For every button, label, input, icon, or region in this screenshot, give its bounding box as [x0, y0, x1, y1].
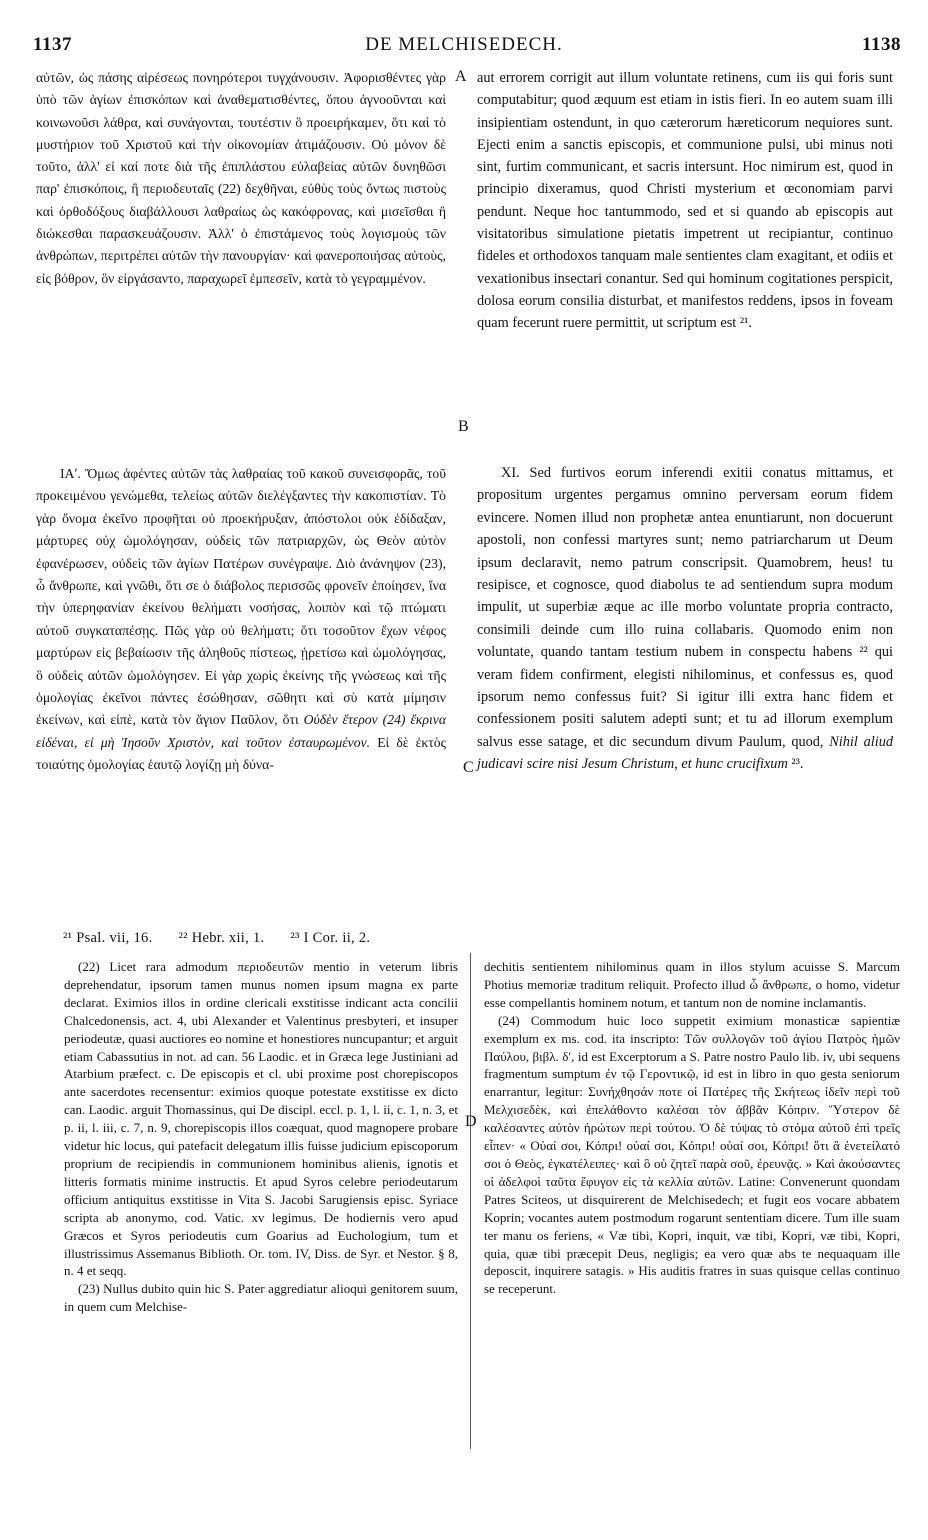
greek-scripture-quote: Οὐδὲν ἕτερον (24) ἔκρινα εἰδέναι, εἰ μὴ Ἰησοῦν Χριστὸν, καὶ τοῦτον ἐσταυρωμένον. [36, 712, 447, 750]
scripture-footnotes [63, 930, 463, 947]
running-title: DE MELCHISEDECH. [365, 34, 563, 55]
editor-notes-left [64, 958, 458, 1316]
note-24: (24) Commodum huic loco suppetit eximium monasticæ sapientiæ exemplum ex ms. cod. ita inscripto: Τῶν συλλογῶν τοῦ ἁγίου Πατρὸς ἡμῶν Παύλου, βιβλ. δʹ, id est Excerptorum a S. Patre nostro Paulo lib. iv, ubi sequens fragmentum sumptum ἐν τῷ Γεροντικῷ, id est in libro in quo gesta seniorum enarrantur, legitur: Συνήχθησάν ποτε οἱ Πατέρες τῆς Σκήτεως ἰδεῖν περὶ τοῦ Μελχισεδὲκ, καὶ ἐπελάθοντο καλέσαι τὸν ἀββᾶν Κόπριν. Ὕστερον δὲ καλέσαντες αὐτὸν ἠρώτων περὶ τούτου. Ὁ δὲ τύψας τὸ στόμα αὐτοῦ ἐπὶ τρεῖς εἶπεν· « Οὐαί σοι, Κόπρι! οὐαί σοι, Κόπρι! οὐαί σοι, Κόπρι! ὅτι ἃ ἐνετείλατό σοι ὁ Θεὸς, ἐγκατέλειπες· καὶ ὃ οὐ ζητεῖ παρὰ σοῦ, ἐρευνᾷς. » Καὶ ἀκούσαντες οἱ ἀδελφοὶ ταῦτα ἔφυγον εἰς τὰ κελλία αὐτῶν. Latine: Convenerunt quondam Patres Sciteos, ut disquirerent de Melchisedech; et fugit eos vocare abbatem Koprin; vocantes autem postmodum rogarunt sententiam dicere. Tum ille suam ter manu os feriens, « Væ tibi, Kopri, inquit, væ tibi, Kopri, væ tibi, Kopri, quia, quæ tibi præcepit Deus, negligis; ea vero quæ abs te nequaquam ille deposcit, inquirere satagis. » His auditis fratres in suas quisque cellas continuo se receperunt. [484, 1012, 900, 1297]
latin-section-xi [477, 462, 893, 776]
footnote-ref: ²² Hebr. xii, 1. [178, 930, 265, 946]
latin-paragraph-xi [477, 462, 893, 776]
greek-xi-text: ΙΑʹ. Ὅμως ἀφέντες αὐτῶν τὰς λαθραίας τοῦ κακοῦ συνεισφορᾶς, τοῦ προκειμένου γενώμεθα, τελείως αὐτῶν διελέγξαντες τὴν κακοπιστίαν. Τὸ γὰρ ὄνομα ἐκεῖνο προφῆται οὐ προεκήρυξαν, ἀπόστολοι οὐκ ἐδίδαξαν, μάρτυρες οὐχ ὡμολόγησαν, οὐδεὶς τῶν πατριαρχῶν, ὡς Θεὸν αὐτὸν ἐφανέρωσεν, οὐδεὶς τῶν ἁγίων Πατέρων συνέγραψε. Διὸ ἀνάνηψον (23), ὦ ἄνθρωπε, καὶ γνῶθι, ὅτι σε ὁ διάβολος περισσῶς φρονεῖν ἐποίησεν, ἵνα τὴν ὑπερηφανίαν ἐκείνου θελήματι νοσήσας, λοιπὸν καὶ τῷ πτώματι αὐτοῦ συγκαταπέσῃς. Πῶς γὰρ οὐ θελήματι; ὅτι τοσοῦτον ἔχων νέφος μαρτύρων εἰς βεβαίωσιν τῆς ἀληθοῦς πίστεως, ᾑρετίσω καὶ ὡμολόγησας, ὃ οὐδεὶς αὐτῶν ὡμολόγησεν. Εἰ γὰρ χωρὶς ἐκείνης τῆς γνώσεως καὶ τῆς ὁμολογίας ἐκεῖνοι πάντες ἐσώθησαν, σῶθητι καὶ σὺ κατὰ μίμησιν ἐκείνων, καὶ εἰπὲ, κατὰ τὸν ἅγιον Παῦλον, ὅτι [36, 466, 446, 728]
greek-paragraph: αὐτῶν, ὡς πάσης αἱρέσεως πονηρότεροι τυγχάνουσιν. Ἀφορισθέντες γὰρ ὑπὸ τῶν ἁγίων ἐπισκόπων καὶ ἀναθεματισθέντες, ὅπου ἀγνοοῦνται καὶ κοινωνοῦσι λάθρα, καὶ συνάγονται, τουτέστιν ὃ προειρήκαμεν, ὅτι καὶ τὸ μυστήριον τοῦ Χριστοῦ καὶ τὴν οἰκονομίαν ἀτιμάζουσιν. Οὐ μόνον δὲ τοῦτο, ἀλλ' εἰ καί ποτε διὰ τῆς ἐπιπλάστου εὐλαβείας αὐτῶν δυνηθῶσι παρ' ἐπισκόποις, ἢ περιοδευταῖς (22) δεχθῆναι, εὐθὺς τοὺς ὄντως πιστοὺς καὶ ὀρθοδόξους διαβάλλουσι λαθραίως ὡς κακόφρονας, καὶ μισεῖσθαι ἢ διώκεσθαι παρασκευάζουσιν. Ἀλλ' ὁ ἐπιστάμενος τοὺς λογισμοὺς τῶν ἀνθρώπων, περιτρέπει αὐτῶν τὴν πανουργίαν· καὶ φανεροποιήσας αὐτοὺς, εἰς βόθρον, ὃν εἰργάσαντο, παραχωρεῖ ἐμπεσεῖν, κατὰ τὸ γεγραμμένον. [36, 70, 446, 286]
footnote-ref: ²³ I Cor. ii, 2. [290, 930, 371, 946]
margin-letter-c: C [463, 759, 474, 776]
note-23: (23) Nullus dubito quin hic S. Pater aggrediatur alioqui genitorem suum, in quem cum Melchise- [64, 1281, 458, 1315]
latin-scripture-quote: Nihil aliud judicavi scire nisi Jesum Christum, et hunc crucifixum [477, 733, 893, 773]
greek-text-column [36, 67, 446, 290]
latin-footnote-marker: ²³. [787, 756, 804, 773]
margin-letter-b: B [458, 418, 469, 435]
greek-paragraph-xi [36, 463, 446, 777]
notes-column-divider [470, 953, 471, 1449]
greek-xi-continuation: Εἰ δὲ ἐκτὸς τοιαύτης ὁμολογίας ἑαυτῷ λογίζῃ μὴ δύνα- [36, 734, 447, 773]
greek-section-xi [36, 463, 446, 777]
column-number-left: 1137 [33, 34, 72, 55]
margin-letter-d: D [465, 1113, 477, 1130]
latin-xi-text: XI. Sed furtivos eorum inferendi exitii conatus mittamus, et propositum urgentes pergamus omnino perversam eorum fidem evincere. Nomen illud non prophetæ antea enuntiarunt, non docuerunt apostoli, non confessi martyres sunt; nemo patriarcharum ut Deum ipsum declaravit, nemo patrum conscripsit. Quamobrem, heus! tu resipisce, et cognosce, quod diabolus te ad sentiendum supra modum impulit, ut superbiæ æque ac ille morbo voluntate propria contracto, consimili deinde cum illo ruina collabaris. Quomodo enim non voluntate, quando tantam testium nubem in conspectu habens ²² qui veram fidem confirment, elegisti nihilominus, et confessus es, quod ipsorum nemo confessus fuit? Si igitur illi extra hanc fidem et confessionem positi salutem adepti sunt; et tu ad illorum exemplum salvus esse satage, et dic secundum divum Paulum, quod, [477, 465, 893, 750]
note-22: (22) Licet rara admodum περιοδευτῶν mentio in veterum libris deprehendatur, ipsorum tamen munus nomen ipsum magna ex parte declarat. Eximios illos in ordine clericali exstitisse indicant acta concilii Chalcedonensis, act. 4, ubi Alexander et Valentinus presbyteri, et insuper periodeutæ, quasi auctiores eo nomine et honestiores nuncupantur; et arguit etiam Cabassutius in not. ad can. 56 Laodic. et in Græca lege Justiniani ad Atarbium præfect. c. De episcopis et cl. ubi proxime post chorepiscopos ante sacerdotes recensentur: eximios quoque potestate exstitisse ex dicto can. Laodic. arguit Thomassinus, qui De discipl. eccl. p. 1, l. ii, c. 1, n. 3, et p. ii, l. iii, c. 7, n. 9, chorepiscopis illos coæquat, quod magnopere probare videtur hic locus, qui patefacit delegatum illis fuisse judicium episcoporum proprium de recipiendis in communionem hominibus alienis, ignotis et litteris formatis minime instructis. Et apud Syros celebre periodeutarum officium antiquitus exstitisse in Vita S. Jacobi Sarugiensis episc. Syriace scripta ab anonymo, cod. Vatic. xv legimus. De hodiernis vero apud Græcos et Syros periodeutis cum Goarius ad Euchologium, tum et illustrissimus Assemanus Biblioth. Or. tom. IV, Diss. de Syr. et Nestor. § 8, n. 4 et seqq. [64, 959, 458, 1279]
latin-paragraph: aut errorem corrigit aut illum voluntate retinens, cum iis qui foris sunt computabitur; quod æquum est etiam in istis fieri. In eo autem suam illi insipientiam ostendunt, in quo cæterorum hæreticorum nequiores sunt. Ejecti enim a sanctis episcopis, et communione pulsi, ubi minus noti sint, furtim communicant, et sacris intersunt. Hoc nimirum est, quod in principio dixeramus, quod Christi mysterium et œconomiam parvi pendunt. Neque hoc tantummodo, sed et si quando ab episcopis aut visitatoribus simulatione pietatis impetrent ut recipiantur, continuo fideles et orthodoxos tanquam male sentientes clam exagitant, et odiis et vexationibus insectari conantur. Sed qui hominum cogitationes perspicit, dolosa eorum consilia disturbat, et manifestos reddens, ipsos in foveam quam fecerunt ruere permittit, ut scriptum est ²¹. [477, 70, 893, 332]
latin-text-column [477, 67, 893, 335]
note-23-continued: dechitis sentientem nihilominus quam in illos stylum acuisse S. Marcum Photius memoriæ traditum reliquit. Profecto illud ὦ ἄνθρωπε, o homo, videtur esse compellantis hominem notum, et tantum non de nomine inclamantis. [484, 959, 900, 1010]
editor-notes-right [484, 958, 900, 1298]
footnote-ref: ²¹ Psal. vii, 16. [63, 930, 153, 946]
column-number-right: 1138 [862, 34, 901, 55]
margin-letter-a: A [455, 68, 467, 85]
